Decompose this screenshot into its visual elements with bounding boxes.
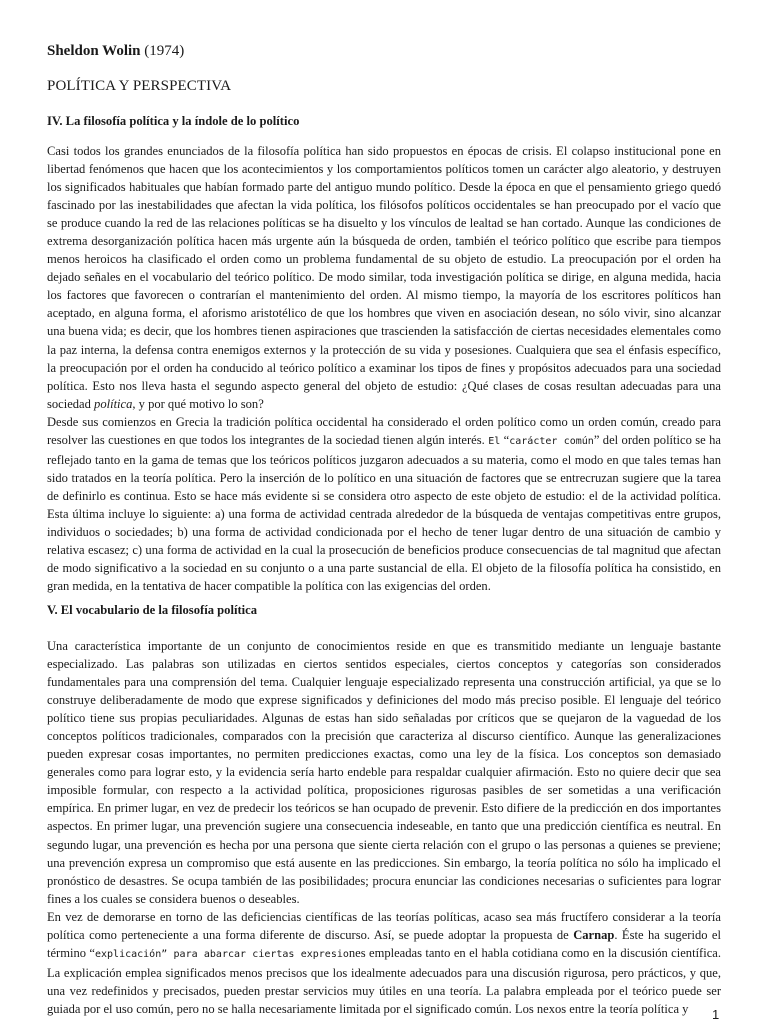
paragraph: [47, 908, 721, 1018]
bold-name: Carnap: [573, 927, 615, 942]
mono-text: El: [488, 435, 501, 447]
section-v-body: [47, 637, 721, 1018]
paragraph-text: En vez de demorarse en torno de las deficiencias científicas de las teorías políticas, acaso sea más fructífero considerar a la teoría política como perteneciente a una forma diferente de discurso. Así, se puede adoptar la propuesta de: [47, 909, 721, 942]
author-line: [47, 43, 184, 60]
paragraph-text: nes empleadas tanto en el habla cotidiana como en la discusión científica. La explicación emplea significados menos precisos que los idealmente adecuados para una discusión rigurosa, pero prácticos, y que, una vez redefinidos y precisados, pueden prestar servicios muy útiles en una teoría. La palabra empleada por el teórico puede ser guiada por el uso común, pero no se halla necesariamente limitada por el significado común. Los nexos entre la teoría política y: [47, 945, 721, 1016]
section-iv-body: [47, 142, 721, 595]
mono-text: carácter común: [509, 435, 594, 447]
section-v-heading: V. El vocabulario de la filosofía política: [47, 603, 258, 617]
paragraph-text: Desde sus comienzos en Grecia la tradición política occidental ha considerado el orden político como un orden común, creado para resolver las cuestiones en que todos los integrantes de la sociedad tienen algún interés.: [47, 414, 721, 447]
page-number: 1: [712, 1007, 720, 1022]
quote-mark: “: [500, 432, 510, 447]
publication-year: (1974): [144, 43, 185, 59]
document-title: POLÍTICA Y PERSPECTIVA: [47, 78, 232, 94]
paragraph: [47, 413, 721, 595]
paragraph-text: ” del orden político se ha reflejado tanto en la gama de temas que los teóricos políticos juzgaron adecuados a su materia, como el modo en que tales temas han sido tratados en la teoría política. Pero la inserción de lo político en una situación de factores que se entrecruzan sugiere que la tarea de definirlo es continua. Esto se hace más evidente si se considera otro aspecto de este objeto de estudio: el de la actividad política. Esta última incluye lo siguiente: a) una forma de actividad centrada alrededor de la búsqueda de ventajas competitivas entre grupos, individuos o sociedades; b) una forma de actividad condicionada por el hecho de tener lugar dentro de una situación de cambio y relativa escasez; c) una forma de actividad en la cual la prosecución de beneficios produce consecuencias de tal magnitud que afectan de modo significativo a la sociedad en su conjunto o a una parte sustancial de ella. El objeto de la filosofía política ha consistido, en gran medida, en la tentativa de hacer compatible la política con las exigencias del orden.: [47, 432, 721, 594]
section-iv-heading: IV. La filosofía política y la índole de lo político: [47, 114, 300, 128]
mono-text: explicación” para abarcar ciertas expresio: [95, 948, 349, 960]
paragraph-text: . Éste ha sugerido el término “: [47, 927, 721, 960]
italic-term: política: [94, 396, 133, 411]
paragraph-text: Casi todos los grandes enunciados de la filosofía política han sido propuestos en épocas de crisis. El colapso institucional pone en libertad fenómenos que hacen que los acontecimientos y los comportamientos políticos tomen un carácter algo aleatorio, y destruyen los significados habituales que habían formado parte del antiguo mundo político. Desde la época en que el pensamiento griego quedó fascinado por las inestabilidades que afectan la vida política, los filósofos políticos occidentales se han preocupado por el vacío que se produce cuando la red de las relaciones políticas se ha disuelto y los vínculos de lealtad se han cortado. Aunque las condiciones de extrema desorganización política hacen más urgente aún la búsqueda de orden, también el teórico político que escribe para tiempos menos heroicos ha clasificado el orden como un problema fundamental de su objeto de estudio. La preocupación por el orden ha dejado señales en el vocabulario del teórico político. De modo similar, toda investigación política se dirige, en alguna medida, hacia los factores que favorecen o contrarían el mantenimiento del orden. Al mismo tiempo, la mayoría de los escritores políticos han aceptado, en alguna forma, el aforismo aristotélico de que los hombres que viven en asociación desean, no sólo vivir, sino alcanzar una buena vida; es decir, que los hombres tienen aspiraciones que trascienden la satisfacción de ciertas necesidades elementales como la paz interna, la defensa contra enemigos externos y la protección de su vida y posesiones. Cualquiera que sea el énfasis específico, la preocupación por el orden ha conducido al teórico político a examinar los tipos de fines y propósitos adecuados para una sociedad política. Esto nos lleva hasta el segundo aspecto general del objeto de estudio: ¿Qué clases de cosas resultan adecuadas para una sociedad: [47, 144, 721, 411]
paragraph: Una característica importante de un conjunto de conocimientos reside en que es transmitido mediante un lenguaje bastante especializado. Las palabras son utilizadas en ciertos sentidos especiales, ciertos conceptos y categorías son considerados fundamentales para una comprensión del tema. Cualquier lenguaje especializado representa una construcción artificial, ya que se lo construye deliberadamente de modo que exprese significados y definiciones del modo más preciso posible. El lenguaje del teórico político tiene sus propias peculiaridades. Algunas de estas han sido señaladas por críticos que se quejaron de la vaguedad de los conceptos políticos tradicionales, comparados con la precisión que caracteriza al discurso científico. Aunque las generalizaciones pueden expresar cosas importantes, no permiten predicciones exactas, como una ley de la física. Los conceptos son demasiado generales como para lograr esto, y la evidencia sería harto endeble para respaldar cualquier afirmación. Esto no quiere decir que sea imposible formular, con respecto a la actividad política, proposiciones rigurosas pasibles de ser sometidas a una verificación empírica. En primer lugar, en vez de predecir los teóricos se han ocupado de prevenir. Esto difiere de la predicción en dos importantes aspectos. En primer lugar, una prevención sugiere una consecuencia indeseable, en tanto que una predicción científica es neutral. En segundo lugar, una prevención es hecha por una persona que siente cierta relación con el grupo o las personas a quienes se previene; una prevención expresa un compromiso que está ausente en las predicciones. Sin embargo, la teoría política no sólo ha implicado el pronóstico de desastres. Se ocupa también de las posibilidades; procura enunciar las condiciones necesarias o suficientes para lograr fines a los cuales se considera buenos o deseables.: [47, 639, 721, 906]
paragraph: [47, 142, 721, 413]
author-name: Sheldon Wolin: [47, 43, 141, 59]
paragraph-text: , y por qué motivo lo son?: [132, 396, 264, 411]
